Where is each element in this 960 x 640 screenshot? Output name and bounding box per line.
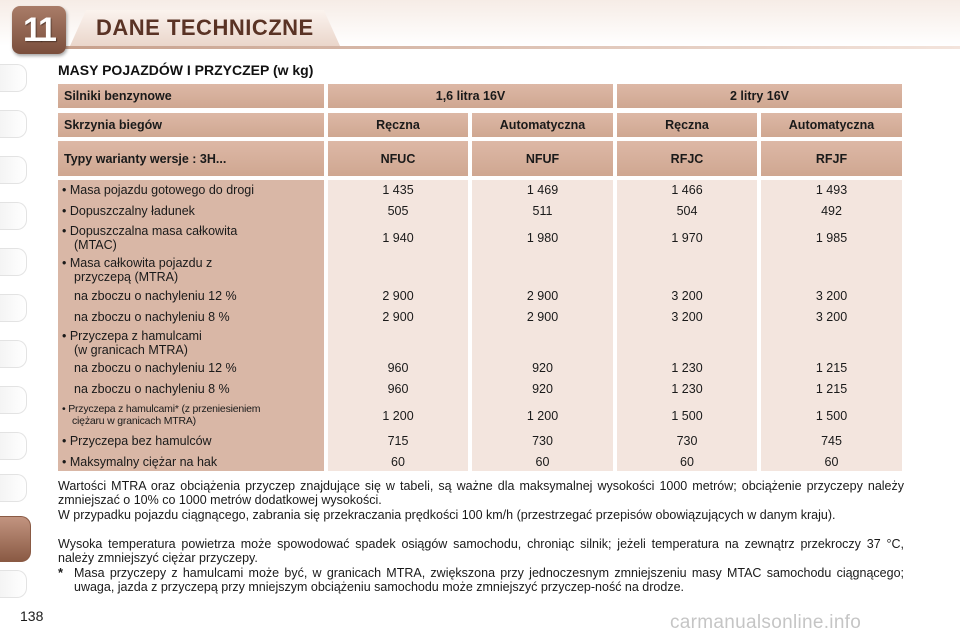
table-cell: 1 970 [671,231,703,245]
table-cell: 60 [535,455,550,469]
table-cell: 504 [676,204,698,218]
engine-label: Silniki benzynowe [58,84,324,108]
row-label-mtra [62,256,212,284]
row-label-line: • Przyczepa z hamulcami* (z przeniesieniem [62,403,261,415]
table-cell: 745 [821,434,842,448]
table-cell: 730 [676,434,698,448]
paragraph-speed: W przypadku pojazdu ciągnącego, zabrania się przekraczania prędkości 100 km/h (przestrzegać przepisów obowiązujących w danym kraju). [58,508,836,522]
table-cell: 1 215 [815,382,848,396]
row-label-line-2: (w granicach MTRA) [74,343,188,357]
side-tab-8[interactable] [0,386,27,414]
row-label-slope-12: na zboczu o nachyleniu 12 % [74,289,237,303]
type-col-3: RFJC [617,141,757,176]
gearbox-col-4: Automatyczna [761,113,902,137]
side-tab-11-active[interactable] [0,516,31,562]
table-col-4-bg [761,180,902,471]
table-cell: 1 230 [671,382,703,396]
type-col-2: NFUF [472,141,613,176]
section-title: MASY POJAZDÓW I PRZYCZEP (w kg) [58,62,314,78]
row-label-braked-trailer [62,329,202,357]
page-title: DANE TECHNICZNE [96,15,314,40]
footnote-text: Masa przyczepy z hamulcami może być, w granicach MTRA, zwiększona przy jednoczesnym zmniejszeniu masy MTAC samochodu ciągnącego; uwaga, jazda z przyczepą przy mniejszym obciążeniu samochodu może zmniejszyć przyczep-ność na drodze. [74,566,904,594]
side-tab-4[interactable] [0,202,27,230]
table-cell: 505 [387,204,409,218]
table-cell: 960 [387,382,409,396]
row-label-line: • Przyczepa z hamulcami [62,329,202,343]
table-cell: 1 200 [526,409,559,423]
paragraph-temperature: Wysoka temperatura powietrza może spowodować spadek osiągów samochodu, chroniąc silnik; jeżeli temperatura na zewnątrz przekroczy 37 °C, należy zmniejszyć ciężar przyczepy. [58,537,904,565]
table-cell: 3 200 [815,310,848,324]
table-cell: 1 985 [815,231,848,245]
table-cell: 3 200 [671,310,703,324]
row-label-unbraked-trailer: • Przyczepa bez hamulców [62,434,212,448]
row-label-slope-12: na zboczu o nachyleniu 12 % [74,361,237,375]
table-cell: 1 500 [671,409,703,423]
chapter-badge [12,6,66,54]
side-tab-3[interactable] [0,156,27,184]
table-cell: 920 [532,361,553,375]
types-label: Typy warianty wersje : 3H... [58,141,324,176]
table-cell: 2 900 [526,310,559,324]
table-cell: 1 469 [526,183,559,197]
table-cell: 1 466 [671,183,703,197]
gearbox-label: Skrzynia biegów [58,113,324,137]
table-cell: 60 [824,455,839,469]
table-cell: 1 200 [382,409,414,423]
type-col-1: NFUC [328,141,468,176]
table-cell: 2 900 [526,289,559,303]
engine-1-6: 1,6 litra 16V [328,84,613,108]
table-cell: 920 [532,382,553,396]
table-cell: 730 [532,434,553,448]
gearbox-col-1: Ręczna [328,113,468,137]
row-label-towbar-load: • Maksymalny ciężar na hak [62,455,218,469]
page-number: 138 [20,608,44,624]
table-cell: 1 435 [382,183,414,197]
row-label-mtac [62,224,237,252]
table-cell: 1 215 [815,361,848,375]
table-cell: 3 200 [815,289,848,303]
side-tab-7[interactable] [0,340,27,368]
table-cell: 1 980 [526,231,559,245]
side-tab-9[interactable] [0,432,27,460]
table-cell: 960 [387,361,409,375]
paragraph-altitude: Wartości MTRA oraz obciążenia przyczep znajdujące się w tabeli, są ważne dla maksymalnej wysokości 1000 metrów; obciążenie przyczepy należy zmniejszać o 10% co 1000 metrów dodatkowej wysokości. [58,479,904,507]
table-cell: 1 493 [815,183,848,197]
table-cell: 715 [387,434,409,448]
gearbox-col-3: Ręczna [617,113,757,137]
gearbox-col-2: Automatyczna [472,113,613,137]
side-tab-2[interactable] [0,110,27,138]
row-label-slope-8: na zboczu o nachyleniu 8 % [74,382,230,396]
row-label-line: • Dopuszczalna masa całkowita [62,224,238,238]
side-tab-12[interactable] [0,570,27,598]
header-divider [62,46,960,49]
table-col-1-bg [328,180,468,471]
row-label-braked-trailer-transfer [62,403,260,427]
row-label-line-2: przyczepą (MTRA) [74,270,179,284]
table-cell: 1 940 [382,231,414,245]
side-tab-5[interactable] [0,248,27,276]
row-label-line: • Masa całkowita pojazdu z [62,256,213,270]
table-col-3-bg [617,180,757,471]
row-label-payload: • Dopuszczalny ładunek [62,204,195,218]
footnote-marker: * [58,565,64,580]
table-cell: 2 900 [382,289,414,303]
side-tab-10[interactable] [0,474,27,502]
table-col-2-bg [472,180,613,471]
side-tab-6[interactable] [0,294,27,322]
table-cell: 3 200 [671,289,703,303]
table-cell: 60 [391,455,405,469]
row-label-line-2: ciężaru w granicach MTRA) [72,415,196,427]
type-col-4: RFJF [761,141,902,176]
row-label-line-2: (MTAC) [74,238,117,252]
chapter-number: 11 [23,10,55,49]
watermark: carmanualsonline.info [670,612,862,633]
table-cell: 2 900 [382,310,414,324]
row-label-curb-weight: • Masa pojazdu gotowego do drogi [62,183,255,197]
table-cell: 511 [532,204,553,218]
table-cell: 1 230 [671,361,703,375]
table-cell: 60 [680,455,694,469]
table-cell: 492 [821,204,842,218]
side-tab-1[interactable] [0,64,27,92]
row-label-slope-8: na zboczu o nachyleniu 8 % [74,310,230,324]
engine-2-0: 2 litry 16V [617,84,902,108]
table-cell: 1 500 [815,409,848,423]
